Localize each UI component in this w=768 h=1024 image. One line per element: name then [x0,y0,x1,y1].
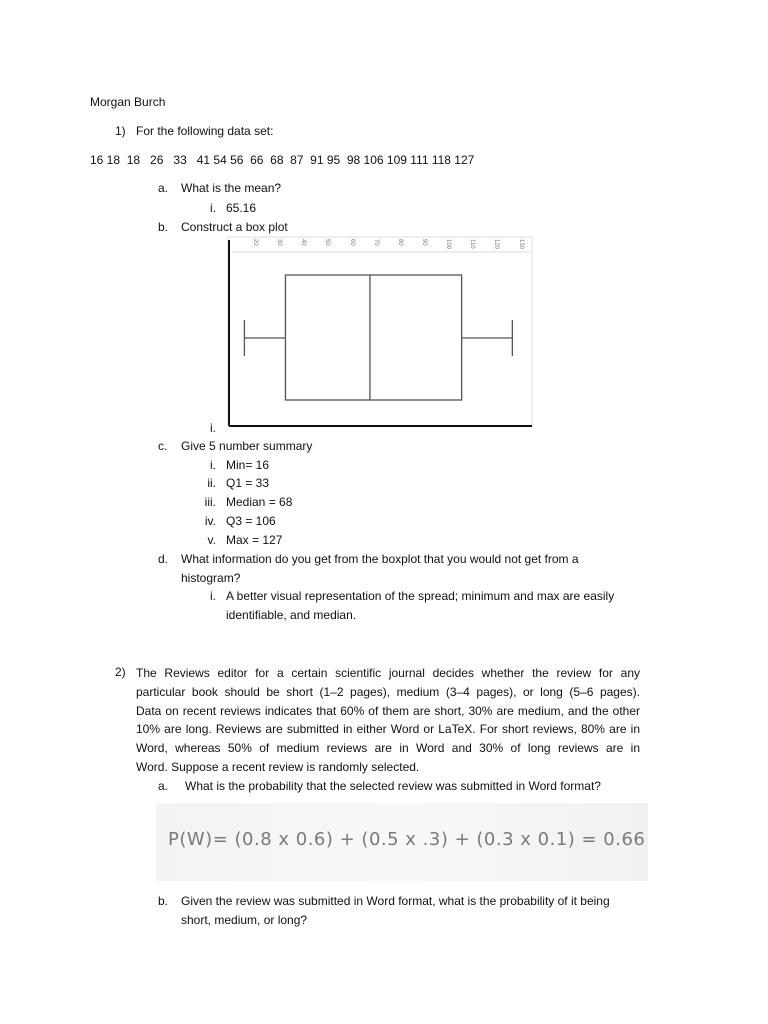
boxplot-tick-label: 120 [493,239,500,250]
part-a-question: What is the mean? [181,181,282,195]
handwritten-answer-text: P(W)= (0.8 x 0.6) + (0.5 x .3) + (0.3 x 0.1) = 0.66 [168,829,646,850]
boxplot-tick-label: 30 [276,239,283,246]
boxplot-tick-label: 80 [396,239,403,246]
question-1-prompt: For the following data set: [136,124,274,138]
data-set-line: 16 18 18 26 33 41 54 56 66 68 87 91 95 98 106 109 111 118 127 [90,153,475,167]
boxplot-tick-label: 90 [421,239,428,246]
part-b-label: b. [158,220,169,234]
paragraph-line: Word. Suppose a recent review is randomly selected. [136,759,420,774]
summary-item-number: iii. [204,495,216,509]
boxplot-tick-label: 110 [469,239,476,249]
boxplot-tick-label: 100 [445,239,452,250]
part-b-answer-number: i. [210,421,216,435]
boxplot-tick-label: 130 [517,239,524,250]
boxplot-tick-label: 70 [372,239,379,246]
part-c-label: c. [158,439,168,453]
summary-item-text: Q1 = 33 [226,476,270,490]
part-d-label: d. [158,552,169,566]
paragraph-line: The Reviews editor for a certain scientific journal decides whether the review for any [136,666,640,680]
boxplot-tick-label: 40 [300,239,307,246]
boxplot-tick-label: 60 [348,239,355,246]
q2-part-b-question-line: short, medium, or long? [181,913,308,927]
summary-item-text: Max = 127 [226,533,283,547]
paragraph-line: particular book should be short (1–2 pages), medium (3–4 pages), or long (5–6 pages). [136,684,640,699]
summary-item-text: Min= 16 [226,458,270,472]
summary-item-number: ii. [207,476,216,490]
question-1-number: 1) [115,124,126,138]
summary-item-number: i. [210,458,216,472]
part-d-question-line: What information do you get from the boxplot that you would not get from a [181,552,579,566]
part-a-label: a. [158,181,169,195]
part-d-answer-line: identifiable, and median. [226,608,357,622]
boxplot-tick-label: 50 [324,239,331,246]
summary-item-text: Q3 = 106 [226,514,276,528]
paragraph-line: 10% are long. Reviews are submitted in either Word or LaTeX. For short reviews, 80% are in [136,722,640,737]
boxplot-frame [228,237,532,426]
q2-part-b-question-line: Given the review was submitted in Word format, what is the probability of it being [181,894,610,908]
question-2-paragraph [136,664,640,777]
summary-item-number: iv. [204,514,216,528]
boxplot-svg [226,236,534,428]
part-a-answer: 65.16 [226,201,257,215]
paragraph-line: Data on recent reviews indicates that 60% of them are short, 30% are medium, and the other [136,703,640,718]
part-d-question-line: histogram? [181,571,241,585]
q2-part-b-label: b. [158,894,169,908]
author-name: Morgan Burch [90,95,166,109]
q2-part-a-question: What is the probability that the selected review was submitted in Word format? [185,779,601,793]
part-a-answer-number: i. [210,201,216,215]
q2-part-a-label: a. [158,779,169,793]
part-d-answer-number: i. [210,589,216,603]
part-b-question: Construct a box plot [181,220,288,234]
summary-item-number: v. [207,533,216,547]
summary-item-text: Median = 68 [226,495,293,509]
boxplot-figure [226,236,534,428]
paragraph-line: Word, whereas 50% of medium reviews are in Word and 30% of long reviews are in [136,741,640,756]
part-c-question: Give 5 number summary [181,439,313,453]
part-d-answer-line: A better visual representation of the spread; minimum and max are easily [226,589,615,603]
handwritten-answer-image [156,803,648,881]
question-2-number: 2) [115,665,126,679]
boxplot-tick-label: 20 [252,239,259,246]
